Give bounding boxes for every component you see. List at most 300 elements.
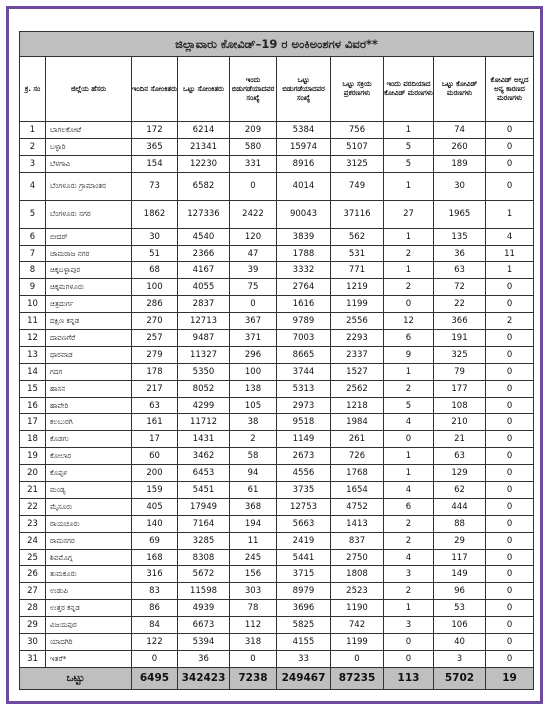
table-cell: 194 <box>230 515 277 532</box>
table-cell: 36 <box>434 245 486 262</box>
table-cell: 0 <box>230 296 277 313</box>
header-serial: ಕ್ರ. ಸಂ <box>20 57 46 122</box>
table-cell: 5 <box>384 138 434 155</box>
table-cell: 742 <box>331 617 384 634</box>
district-name: ಗದಗ <box>46 363 132 380</box>
table-cell: 40 <box>434 634 486 651</box>
row-serial: 25 <box>20 549 46 566</box>
row-serial: 11 <box>20 313 46 330</box>
table-cell: 63 <box>132 397 178 414</box>
table-cell: 88 <box>434 515 486 532</box>
district-name: ಬೆಂಗಳೂರು ಗ್ರಾಮಾಂತರ <box>46 172 132 200</box>
district-name: ಕೊಡಗು <box>46 431 132 448</box>
table-cell: 58 <box>230 448 277 465</box>
table-cell: 257 <box>132 330 178 347</box>
table-cell: 2419 <box>277 532 331 549</box>
table-cell: 84 <box>132 617 178 634</box>
row-serial: 10 <box>20 296 46 313</box>
table-row <box>20 515 534 532</box>
table-cell: 3332 <box>277 262 331 279</box>
total-cell: 7238 <box>230 667 277 689</box>
table-cell: 5107 <box>331 138 384 155</box>
table-cell: 2337 <box>331 346 384 363</box>
header-row <box>20 57 534 122</box>
total-cell: 113 <box>384 667 434 689</box>
table-cell: 106 <box>434 617 486 634</box>
row-serial: 28 <box>20 600 46 617</box>
table-cell: 260 <box>434 138 486 155</box>
table-cell: 0 <box>486 138 534 155</box>
row-serial: 14 <box>20 363 46 380</box>
table-cell: 4752 <box>331 498 384 515</box>
table-cell: 8979 <box>277 583 331 600</box>
table-cell: 0 <box>486 465 534 482</box>
district-name: ರಾಯಚೂರು <box>46 515 132 532</box>
row-serial: 5 <box>20 200 46 228</box>
table-cell: 11712 <box>178 414 230 431</box>
table-cell: 4299 <box>178 397 230 414</box>
table-cell: 0 <box>384 296 434 313</box>
table-cell: 108 <box>434 397 486 414</box>
table-cell: 39 <box>230 262 277 279</box>
table-cell: 286 <box>132 296 178 313</box>
table-cell: 2673 <box>277 448 331 465</box>
row-serial: 12 <box>20 330 46 347</box>
table-row <box>20 296 534 313</box>
table-cell: 53 <box>434 600 486 617</box>
header-total-discharged: ಒಟ್ಟು ಬಿಡುಗಡೆಯಾದವರ ಸಂಖ್ಯೆ <box>277 57 331 122</box>
table-cell: 4 <box>384 414 434 431</box>
table-cell: 368 <box>230 498 277 515</box>
table-cell: 3 <box>434 650 486 667</box>
table-cell: 726 <box>331 448 384 465</box>
header-district: ಜಿಲ್ಲೆಯ ಹೆಸರು <box>46 57 132 122</box>
table-cell: 2523 <box>331 583 384 600</box>
table-row <box>20 200 534 228</box>
table-cell: 2 <box>384 380 434 397</box>
table-row <box>20 346 534 363</box>
district-name: ಚಾಮರಾಜ ನಗರ <box>46 245 132 262</box>
table-cell: 1654 <box>331 482 384 499</box>
table-cell: 0 <box>486 363 534 380</box>
table-cell: 0 <box>486 279 534 296</box>
table-cell: 11 <box>486 245 534 262</box>
district-name: ಮೈಸೂರು <box>46 498 132 515</box>
total-cell: 249467 <box>277 667 331 689</box>
table-cell: 4556 <box>277 465 331 482</box>
table-cell: 531 <box>331 245 384 262</box>
table-cell: 3 <box>384 566 434 583</box>
table-cell: 156 <box>230 566 277 583</box>
table-cell: 5 <box>384 155 434 172</box>
table-row <box>20 549 534 566</box>
table-cell: 366 <box>434 313 486 330</box>
table-cell: 1219 <box>331 279 384 296</box>
header-non-covid-deaths: ಕೋವಿಡ್ ಅಲ್ಲದ ಅನ್ಯ ಕಾರಣದ ಮರಣಗಳು <box>486 57 534 122</box>
table-cell: 3735 <box>277 482 331 499</box>
table-cell: 9518 <box>277 414 331 431</box>
table-cell: 562 <box>331 228 384 245</box>
table-cell: 12713 <box>178 313 230 330</box>
table-cell: 33 <box>277 650 331 667</box>
table-cell: 0 <box>486 296 534 313</box>
table-cell: 1199 <box>331 296 384 313</box>
district-name: ರಾಮನಗರ <box>46 532 132 549</box>
table-cell: 62 <box>434 482 486 499</box>
row-serial: 16 <box>20 397 46 414</box>
table-cell: 4167 <box>178 262 230 279</box>
table-cell: 5 <box>384 397 434 414</box>
table-cell: 4055 <box>178 279 230 296</box>
table-cell: 11 <box>230 532 277 549</box>
table-cell: 3285 <box>178 532 230 549</box>
table-cell: 5394 <box>178 634 230 651</box>
table-row <box>20 465 534 482</box>
row-serial: 22 <box>20 498 46 515</box>
district-name: ಉತ್ತರ ಕನ್ನಡ <box>46 600 132 617</box>
table-row <box>20 566 534 583</box>
table-cell: 1 <box>384 363 434 380</box>
table-cell: 6214 <box>178 122 230 139</box>
district-name: ಕಲಬುರಗಿ <box>46 414 132 431</box>
district-name: ಹಾಸನ <box>46 380 132 397</box>
table-cell: 8052 <box>178 380 230 397</box>
table-cell: 1 <box>384 465 434 482</box>
table-cell: 161 <box>132 414 178 431</box>
header-today-discharged: ಇಂದು ಬಿಡುಗಡೆಯಾದವರ ಸಂಖ್ಯೆ <box>230 57 277 122</box>
district-name: ಶಿವಮೊಗ್ಗ <box>46 549 132 566</box>
district-name: ಇತರೆ* <box>46 650 132 667</box>
table-cell: 5441 <box>277 549 331 566</box>
table-cell: 0 <box>486 482 534 499</box>
table-cell: 2293 <box>331 330 384 347</box>
row-serial: 2 <box>20 138 46 155</box>
table-cell: 4939 <box>178 600 230 617</box>
table-cell: 8665 <box>277 346 331 363</box>
table-cell: 2 <box>230 431 277 448</box>
table-row <box>20 600 534 617</box>
table-cell: 1431 <box>178 431 230 448</box>
table-cell: 63 <box>434 448 486 465</box>
table-cell: 405 <box>132 498 178 515</box>
table-cell: 74 <box>434 122 486 139</box>
table-cell: 4155 <box>277 634 331 651</box>
table-cell: 331 <box>230 155 277 172</box>
table-cell: 120 <box>230 228 277 245</box>
table-cell: 261 <box>331 431 384 448</box>
table-cell: 3 <box>384 617 434 634</box>
table-row <box>20 262 534 279</box>
total-label: ಒಟ್ಟು <box>20 667 132 689</box>
table-cell: 0 <box>230 650 277 667</box>
table-row <box>20 155 534 172</box>
table-cell: 0 <box>486 532 534 549</box>
table-row <box>20 414 534 431</box>
table-cell: 1788 <box>277 245 331 262</box>
table-cell: 6582 <box>178 172 230 200</box>
table-cell: 105 <box>230 397 277 414</box>
row-serial: 8 <box>20 262 46 279</box>
table-cell: 365 <box>132 138 178 155</box>
table-cell: 38 <box>230 414 277 431</box>
table-cell: 86 <box>132 600 178 617</box>
table-row <box>20 122 534 139</box>
table-cell: 1 <box>384 448 434 465</box>
district-name: ಬೀದರ್ <box>46 228 132 245</box>
table-cell: 371 <box>230 330 277 347</box>
table-row <box>20 279 534 296</box>
district-name: ಮಂಡ್ಯ <box>46 482 132 499</box>
table-cell: 4 <box>486 228 534 245</box>
table-cell: 217 <box>132 380 178 397</box>
table-cell: 21 <box>434 431 486 448</box>
table-cell: 303 <box>230 583 277 600</box>
table-cell: 0 <box>486 346 534 363</box>
table-cell: 2973 <box>277 397 331 414</box>
table-cell: 9487 <box>178 330 230 347</box>
table-cell: 12753 <box>277 498 331 515</box>
table-cell: 1 <box>486 262 534 279</box>
table-cell: 2750 <box>331 549 384 566</box>
table-cell: 21341 <box>178 138 230 155</box>
row-serial: 27 <box>20 583 46 600</box>
table-cell: 149 <box>434 566 486 583</box>
table-cell: 0 <box>486 448 534 465</box>
table-cell: 7164 <box>178 515 230 532</box>
table-cell: 9 <box>384 346 434 363</box>
table-cell: 5313 <box>277 380 331 397</box>
table-cell: 2 <box>384 583 434 600</box>
table-cell: 1 <box>384 600 434 617</box>
row-serial: 15 <box>20 380 46 397</box>
report-frame <box>6 6 543 704</box>
table-cell: 5350 <box>178 363 230 380</box>
table-cell: 17949 <box>178 498 230 515</box>
table-cell: 2764 <box>277 279 331 296</box>
district-name: ಧಾರವಾಡ <box>46 346 132 363</box>
table-cell: 3462 <box>178 448 230 465</box>
table-cell: 51 <box>132 245 178 262</box>
table-cell: 178 <box>132 363 178 380</box>
district-name: ಚಿಕ್ಕಬಳ್ಳಾಪುರ <box>46 262 132 279</box>
table-cell: 12230 <box>178 155 230 172</box>
row-serial: 20 <box>20 465 46 482</box>
table-cell: 837 <box>331 532 384 549</box>
table-cell: 1149 <box>277 431 331 448</box>
table-cell: 209 <box>230 122 277 139</box>
table-cell: 1 <box>486 200 534 228</box>
district-name: ಯಾದಗಿರಿ <box>46 634 132 651</box>
table-cell: 2556 <box>331 313 384 330</box>
row-serial: 31 <box>20 650 46 667</box>
table-cell: 0 <box>486 515 534 532</box>
table-cell: 2 <box>486 313 534 330</box>
table-cell: 2366 <box>178 245 230 262</box>
total-cell: 342423 <box>178 667 230 689</box>
table-cell: 100 <box>230 363 277 380</box>
table-cell: 6673 <box>178 617 230 634</box>
table-cell: 5825 <box>277 617 331 634</box>
total-cell: 6495 <box>132 667 178 689</box>
table-cell: 79 <box>434 363 486 380</box>
table-row <box>20 330 534 347</box>
table-cell: 12 <box>384 313 434 330</box>
total-cell: 19 <box>486 667 534 689</box>
table-cell: 6 <box>384 330 434 347</box>
row-serial: 29 <box>20 617 46 634</box>
table-row <box>20 397 534 414</box>
total-cell: 87235 <box>331 667 384 689</box>
table-cell: 6 <box>384 498 434 515</box>
table-cell: 61 <box>230 482 277 499</box>
table-cell: 3125 <box>331 155 384 172</box>
table-cell: 5384 <box>277 122 331 139</box>
table-row <box>20 498 534 515</box>
table-cell: 2 <box>384 245 434 262</box>
table-cell: 0 <box>486 650 534 667</box>
table-cell: 367 <box>230 313 277 330</box>
table-cell: 444 <box>434 498 486 515</box>
table-cell: 0 <box>486 600 534 617</box>
table-cell: 11598 <box>178 583 230 600</box>
table-cell: 4014 <box>277 172 331 200</box>
table-cell: 0 <box>486 583 534 600</box>
district-name: ಬಾಗಲಕೋಟೆ <box>46 122 132 139</box>
table-cell: 63 <box>434 262 486 279</box>
table-cell: 0 <box>384 650 434 667</box>
table-cell: 1862 <box>132 200 178 228</box>
table-cell: 177 <box>434 380 486 397</box>
table-cell: 270 <box>132 313 178 330</box>
table-cell: 1984 <box>331 414 384 431</box>
district-name: ಬೆಂಗಳೂರು ನಗರ <box>46 200 132 228</box>
table-cell: 3696 <box>277 600 331 617</box>
row-serial: 3 <box>20 155 46 172</box>
table-cell: 3839 <box>277 228 331 245</box>
table-row <box>20 448 534 465</box>
table-cell: 27 <box>384 200 434 228</box>
table-cell: 0 <box>486 566 534 583</box>
table-cell: 96 <box>434 583 486 600</box>
table-row <box>20 138 534 155</box>
table-cell: 316 <box>132 566 178 583</box>
district-name: ವಿಜಯಪುರ <box>46 617 132 634</box>
table-cell: 2837 <box>178 296 230 313</box>
table-cell: 36 <box>178 650 230 667</box>
table-cell: 75 <box>230 279 277 296</box>
table-cell: 8916 <box>277 155 331 172</box>
table-cell: 279 <box>132 346 178 363</box>
table-cell: 60 <box>132 448 178 465</box>
table-cell: 325 <box>434 346 486 363</box>
table-cell: 0 <box>384 634 434 651</box>
table-cell: 2 <box>384 279 434 296</box>
table-cell: 22 <box>434 296 486 313</box>
table-cell: 94 <box>230 465 277 482</box>
total-row <box>20 667 534 689</box>
table-cell: 4 <box>384 549 434 566</box>
header-active-cases: ಒಟ್ಟು ಸಕ್ರಿಯ ಪ್ರಕರಣಗಳು <box>331 57 384 122</box>
table-row <box>20 245 534 262</box>
row-serial: 30 <box>20 634 46 651</box>
table-cell: 245 <box>230 549 277 566</box>
table-cell: 0 <box>486 634 534 651</box>
table-cell: 17 <box>132 431 178 448</box>
table-cell: 2422 <box>230 200 277 228</box>
table-row <box>20 228 534 245</box>
district-name: ಹಾವೇರಿ <box>46 397 132 414</box>
table-cell: 127336 <box>178 200 230 228</box>
table-cell: 200 <box>132 465 178 482</box>
table-row <box>20 363 534 380</box>
district-name: ಕೊಪ್ಪಳ <box>46 465 132 482</box>
table-cell: 318 <box>230 634 277 651</box>
table-cell: 756 <box>331 122 384 139</box>
row-serial: 26 <box>20 566 46 583</box>
table-cell: 1808 <box>331 566 384 583</box>
district-name: ಬೆಳಗಾವಿ <box>46 155 132 172</box>
table-cell: 1 <box>384 122 434 139</box>
table-cell: 29 <box>434 532 486 549</box>
table-cell: 129 <box>434 465 486 482</box>
table-cell: 2 <box>384 532 434 549</box>
table-cell: 69 <box>132 532 178 549</box>
table-cell: 0 <box>486 431 534 448</box>
table-cell: 1199 <box>331 634 384 651</box>
table-cell: 3744 <box>277 363 331 380</box>
table-row <box>20 431 534 448</box>
table-cell: 1965 <box>434 200 486 228</box>
table-cell: 90043 <box>277 200 331 228</box>
district-name: ದಕ್ಷಿಣ ಕನ್ನಡ <box>46 313 132 330</box>
table-cell: 8308 <box>178 549 230 566</box>
table-cell: 580 <box>230 138 277 155</box>
table-row <box>20 532 534 549</box>
table-cell: 191 <box>434 330 486 347</box>
table-cell: 1 <box>384 172 434 200</box>
table-cell: 1 <box>384 262 434 279</box>
table-row <box>20 172 534 200</box>
header-today-cases: ಇಂದಿನ ಸೋಂಕಿತರು <box>132 57 178 122</box>
table-cell: 138 <box>230 380 277 397</box>
table-cell: 5451 <box>178 482 230 499</box>
table-cell: 140 <box>132 515 178 532</box>
table-cell: 2 <box>384 515 434 532</box>
table-cell: 72 <box>434 279 486 296</box>
table-cell: 30 <box>132 228 178 245</box>
table-cell: 1 <box>384 228 434 245</box>
district-name: ತುಮಕೂರು <box>46 566 132 583</box>
table-cell: 0 <box>384 431 434 448</box>
table-cell: 117 <box>434 549 486 566</box>
table-cell: 0 <box>486 549 534 566</box>
table-cell: 1413 <box>331 515 384 532</box>
table-cell: 0 <box>486 155 534 172</box>
table-cell: 4540 <box>178 228 230 245</box>
table-row <box>20 650 534 667</box>
table-cell: 172 <box>132 122 178 139</box>
table-cell: 135 <box>434 228 486 245</box>
table-cell: 1616 <box>277 296 331 313</box>
district-name: ದಾವಣಗೆರೆ <box>46 330 132 347</box>
row-serial: 9 <box>20 279 46 296</box>
table-cell: 189 <box>434 155 486 172</box>
row-serial: 7 <box>20 245 46 262</box>
table-cell: 0 <box>486 172 534 200</box>
table-cell: 0 <box>331 650 384 667</box>
table-cell: 1218 <box>331 397 384 414</box>
table-cell: 47 <box>230 245 277 262</box>
